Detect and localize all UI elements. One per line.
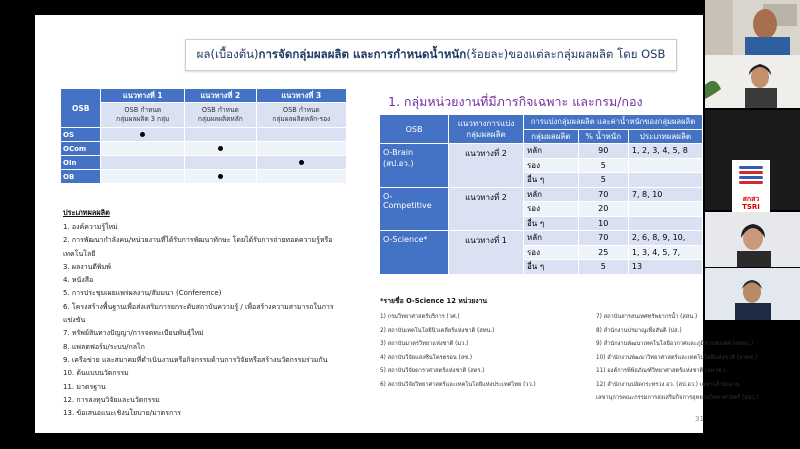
- org-name: O- Competitive: [380, 187, 449, 231]
- title-rest: ของแต่ละกลุ่มผลผลิต โดย OSB: [508, 47, 666, 61]
- table-cell: [256, 142, 346, 156]
- table-row: [380, 231, 703, 246]
- title-prefix: ผล: [196, 47, 211, 61]
- table-row: [380, 187, 703, 202]
- note-item: 3) สถาบันมาตรวิทยาแห่งชาติ (มว.): [380, 341, 469, 347]
- group-cell: รอง: [524, 202, 579, 217]
- table-cell: [185, 156, 257, 170]
- table-cell: [185, 128, 257, 142]
- weight-cell: 20: [578, 202, 628, 217]
- weight-cell: 70: [578, 187, 628, 202]
- table-row: [61, 170, 347, 184]
- list-item: 2. การพัฒนากำลังคน/หน่วยงานที่ได้รับการพัฒนาทักษะ โดยได้รับการถ่ายทอดความรู้หรือ: [63, 236, 333, 245]
- type-col-header: ประเภทผลผลิต: [628, 129, 702, 144]
- bullet-dot-icon: [218, 174, 223, 179]
- org-name: O-Science*: [380, 231, 449, 275]
- list-item: 5. การประชุมเผยแพร่ผลงาน/สัมมนา (Conference): [63, 289, 222, 298]
- list-item: 13. ข้อเสนอแนะเชิงนโยบาย/มาตรการ: [63, 409, 181, 418]
- weight-cell: 5: [578, 173, 628, 188]
- table-row: [380, 144, 703, 159]
- group-cell: อื่น ๆ: [524, 260, 579, 275]
- table-cell: [101, 128, 185, 142]
- notes-right-list: [596, 311, 759, 406]
- type-cell: [628, 202, 702, 217]
- row-label: OB: [61, 170, 101, 184]
- weight-cell: 10: [578, 216, 628, 231]
- group-cell: หลัก: [524, 187, 579, 202]
- row-label: OS: [61, 128, 101, 142]
- list-item: 9. เครือข่าย และสมาคมที่ดำเนินงานหรือกิจกรรมด้านการวิจัยหรือสร้างนวัตกรรมร่วมกัน: [63, 355, 328, 364]
- bullet-dot-icon: [140, 132, 145, 137]
- note-item: 12) สำนักงานปลัดกระทรวง อว. (สป.อว.) เฉพาะสำนักงาน: [596, 381, 740, 388]
- row-label: OIn: [61, 156, 101, 170]
- weight-cell: 90: [578, 144, 628, 159]
- list-item: เทคโนโลยี: [63, 249, 96, 258]
- note-item: 9) สำนักงานพัฒนาเทคโนโลยีอวกาศและภูมิสารสนเทศ (สทอภ.): [596, 341, 754, 347]
- weight-cell: 5: [578, 260, 628, 275]
- approach-col-header: แนวทางการแบ่ง กลุ่มผลผลิต: [449, 115, 524, 144]
- note-item: 1) กรมวิทยาศาสตร์บริการ (วศ.): [380, 314, 460, 320]
- type-cell: 13: [628, 260, 702, 275]
- approach-cell: แนวทางที่ 2: [449, 187, 524, 231]
- type-cell: [628, 158, 702, 173]
- type-cell: 1, 2, 3, 4, 5, 8: [628, 144, 702, 159]
- outputs-heading: ประเภทผลผลิต: [63, 208, 110, 217]
- slide-title: [185, 39, 677, 71]
- group-cell: รอง: [524, 245, 579, 260]
- type-cell: 1, 3, 4, 5, 7,: [628, 245, 702, 260]
- person-video-icon: [705, 55, 800, 108]
- notes-heading: *รายชื่อ O-Science 12 หน่วยงาน: [380, 297, 488, 305]
- participant-video-2[interactable]: [705, 55, 800, 108]
- list-item: 11. มาตรฐาน: [63, 382, 106, 391]
- list-item: 12. การลงทุนวิจัยและนวัตกรรม: [63, 395, 160, 404]
- note-item: เลขานุการคณะกรรมการส่งเสริมกิจการอุทยานวิทยาศาสตร์ (สอว.): [596, 395, 759, 401]
- row-label: OCom: [61, 142, 101, 156]
- table-row: [61, 156, 347, 170]
- participant-video-1[interactable]: [705, 0, 800, 55]
- page-number: 31: [695, 415, 704, 423]
- person-video-icon: [705, 268, 800, 320]
- participant-video-3[interactable]: [705, 212, 800, 267]
- list-item: 4. หนังสือ: [63, 276, 94, 285]
- type-cell: 2, 6, 8, 9, 10,: [628, 231, 702, 246]
- type-cell: [628, 216, 702, 231]
- table-row: [61, 128, 347, 142]
- approach-1-header: แนวทางที่ 1: [101, 89, 185, 103]
- title-mid: (ร้อยละ): [466, 47, 509, 61]
- bullet-dot-icon: [218, 146, 223, 151]
- bullet-dot-icon: [299, 160, 304, 165]
- group-col-header: กลุ่มผลผลิต: [524, 129, 579, 144]
- table-cell: [101, 170, 185, 184]
- table-row: [61, 142, 347, 156]
- notes-left-list: [380, 311, 536, 392]
- list-item: 3. ผลงานตีพิมพ์: [63, 262, 111, 271]
- note-item: 11) องค์การพิพิธภัณฑ์วิทยาศาสตร์แห่งชาติ (อพวช.): [596, 368, 726, 374]
- approach-table: [60, 88, 347, 184]
- approach-cell: แนวทางที่ 1: [449, 231, 524, 275]
- group-cell: อื่น ๆ: [524, 173, 579, 188]
- note-item: 10) สำนักงานพัฒนาวิทยาศาสตร์และเทคโนโลยีแห่งชาติ (สวทช.): [596, 354, 758, 361]
- table-cell: [185, 142, 257, 156]
- table-cell: [101, 142, 185, 156]
- right-section-title: 1. กลุ่มหน่วยงานที่มีภารกิจเฉพาะ และกรม/กอง: [388, 94, 643, 109]
- note-item: 8) สำนักงานปรมาณูเพื่อสันติ (ปส.): [596, 327, 682, 334]
- osb-col-header: OSB: [380, 115, 449, 144]
- group-cell: รอง: [524, 158, 579, 173]
- participant-video-4[interactable]: [705, 268, 800, 320]
- note-item: 4) สถาบันวิจัยแสงซินโครตรอน (สซ.): [380, 354, 473, 361]
- weight-table: [379, 114, 703, 275]
- table-cell: [101, 156, 185, 170]
- approach-2-desc: OSB กำหนด กลุ่มผลผลิตหลัก: [185, 103, 257, 128]
- note-item: 6) สถาบันวิจัยวิทยาศาสตร์และเทคโนโลยีแห่งประเทศไทย (วว.): [380, 381, 536, 388]
- approach-3-desc: OSB กำหนด กลุ่มผลผลิตหลัก-รอง: [256, 103, 346, 128]
- person-video-icon: [705, 0, 800, 55]
- approach-1-desc: OSB กำหนด กลุ่มผลผลิต 3 กลุ่ม: [101, 103, 185, 128]
- person-video-icon: [705, 212, 800, 267]
- org-name: O-Brain (สป.อว.): [380, 144, 449, 188]
- list-item: 1. องค์ความรู้ใหม่: [63, 223, 118, 231]
- osb-header: OSB: [61, 89, 101, 128]
- weight-cell: 25: [578, 245, 628, 260]
- group-cell: อื่น ๆ: [524, 216, 579, 231]
- list-item: แข่งขัน: [63, 316, 86, 325]
- tsri-logo: สกสว TSRI: [732, 160, 770, 214]
- type-cell: [628, 173, 702, 188]
- table-cell: [256, 128, 346, 142]
- approach-cell: แนวทางที่ 2: [449, 144, 524, 188]
- list-item: 10. ต้นแบบนวัตกรรม: [63, 369, 129, 378]
- list-item: 6. โครงสร้างพื้นฐานเพื่อส่งเสริมการยกระดับสถาบันความรู้ / เพื่อสร้างความสามารถในการ: [63, 302, 334, 311]
- group-cell: หลัก: [524, 144, 579, 159]
- type-cell: 7, 8, 10: [628, 187, 702, 202]
- title-bold: การจัดกลุ่มผลผลิต และการกำหนดน้ำหนัก: [258, 47, 467, 61]
- group-cell: หลัก: [524, 231, 579, 246]
- weight-cell: 70: [578, 231, 628, 246]
- note-item: 2) สถาบันเทคโนโลยีนิวเคลียร์แห่งชาติ (สทน.): [380, 327, 495, 334]
- list-item: 7. ทรัพย์สินทางปัญญา/การจดทะเบียนพันธุ์ใหม่: [63, 329, 204, 338]
- table-cell: [185, 170, 257, 184]
- approach-2-header: แนวทางที่ 2: [185, 89, 257, 103]
- note-item: 7) สถาบันสารสนเทศทรัพยากรน้ำ (สสน.): [596, 314, 698, 320]
- outputs-list: [63, 221, 363, 420]
- grouping-header: การแบ่งกลุ่มผลผลิต และค่าน้ำหนักของกลุ่มผลผลิต: [524, 115, 703, 130]
- note-item: 5) สถาบันวิจัยดาราศาสตร์แห่งชาติ (สดร.): [380, 368, 485, 374]
- weight-cell: 5: [578, 158, 628, 173]
- table-cell: [256, 156, 346, 170]
- list-item: 8. แพลตฟอร์ม/ระบบ/กลไก: [63, 342, 145, 351]
- title-paren: (เบื้องต้น): [210, 47, 259, 61]
- table-cell: [256, 170, 346, 184]
- weight-col-header: % น้ำหนัก: [578, 129, 628, 144]
- approach-3-header: แนวทางที่ 3: [256, 89, 346, 103]
